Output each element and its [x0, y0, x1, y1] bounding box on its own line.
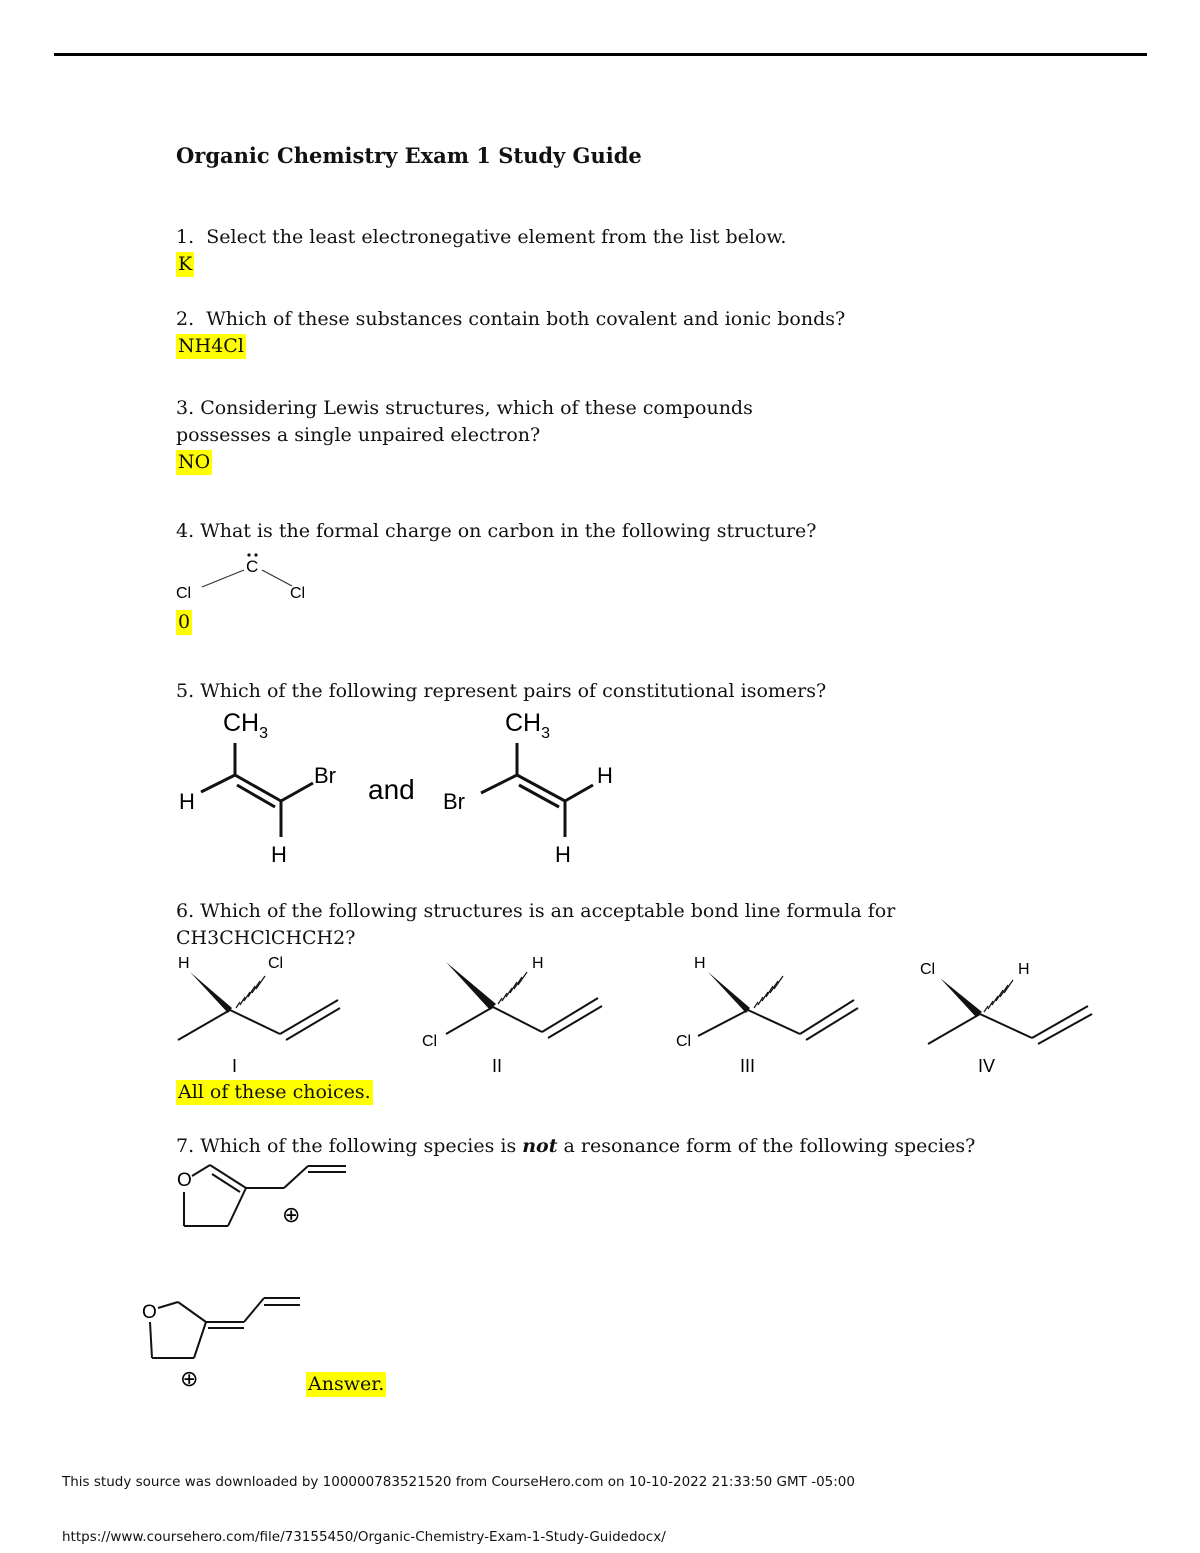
carbon-atom-label: C [246, 557, 259, 576]
methyl-label: $CH_3$ [505, 709, 551, 742]
question-text: Select the least electronegative element from the list below. [206, 226, 787, 248]
chlorine-left-label: Cl [176, 585, 192, 602]
page-title: Organic Chemistry Exam 1 Study Guide [176, 143, 642, 168]
lone-pair-dot [254, 553, 257, 556]
svg-text:H: H [1018, 961, 1030, 978]
bond-line [201, 775, 235, 792]
question-4 [176, 518, 816, 545]
hydrogen-label: H [597, 763, 613, 788]
answer-7: Answer. [308, 1373, 385, 1395]
answer-3: NO [178, 451, 211, 473]
source-url[interactable]: https://www.coursehero.com/file/73155450/Organic-Chemistry-Exam-1-Study-Guidedocx/ [62, 1529, 666, 1545]
question-number: 3. [176, 397, 195, 419]
question-number: 7. [176, 1135, 195, 1157]
lone-pair-dot [247, 553, 250, 556]
question-number: 6. [176, 900, 195, 922]
bromine-label: Br [314, 763, 336, 788]
bond-line-structures-figure [170, 950, 1100, 1080]
answer-6: All of these choices. [178, 1081, 371, 1103]
question-text-line1: Considering Lewis structures, which of these compounds [200, 397, 753, 419]
question-text-line1: Which of the following structures is an acceptable bond line formula for [200, 900, 896, 922]
isomer-pair-figure [175, 705, 635, 875]
svg-text:Cl: Cl [268, 955, 284, 972]
svg-text:II: II [492, 1056, 503, 1076]
and-label: and [368, 774, 415, 805]
svg-text:III: III [740, 1056, 756, 1076]
structure-I [178, 955, 340, 1076]
question-1 [176, 224, 786, 251]
svg-text:H: H [178, 955, 190, 972]
structure-IV [920, 961, 1092, 1076]
bond-line [262, 570, 292, 586]
svg-text:Cl: Cl [920, 961, 936, 978]
question-text: What is the formal charge on carbon in the following structure? [200, 520, 817, 542]
positive-charge-label: ⊕ [282, 1202, 301, 1227]
answer-species-structure [140, 1290, 320, 1400]
bond-line [481, 775, 517, 793]
question-text-post: a resonance form of the following species? [557, 1135, 976, 1157]
question-6 [176, 898, 895, 952]
svg-text:Cl: Cl [676, 1033, 692, 1050]
question-text-line2: possesses a single unpaired electron? [176, 424, 541, 446]
reference-species-structure [170, 1160, 370, 1240]
oxygen-label: O [177, 1170, 192, 1191]
emphasis-not: not [522, 1135, 558, 1157]
svg-text:I: I [232, 1056, 238, 1076]
question-text-pre: Which of the following species is [200, 1135, 523, 1157]
question-text: Which of these substances contain both covalent and ionic bonds? [206, 308, 846, 330]
dichlorocarbene-structure [170, 548, 330, 608]
question-5 [176, 678, 826, 705]
chlorine-right-label: Cl [290, 585, 306, 602]
bond-line [565, 785, 593, 801]
question-7 [176, 1133, 975, 1160]
bond-line [281, 783, 313, 801]
question-number: 5. [176, 680, 195, 702]
question-2 [176, 306, 845, 333]
hydrogen-label: H [271, 842, 287, 867]
question-text: Which of the following represent pairs of constitutional isomers? [200, 680, 827, 702]
positive-charge-label: ⊕ [180, 1366, 199, 1391]
svg-text:Cl: Cl [422, 1033, 438, 1050]
question-number: 1. [176, 226, 195, 248]
oxygen-label: O [142, 1302, 157, 1323]
question-number: 4. [176, 520, 195, 542]
answer-1: K [178, 253, 193, 275]
svg-text:H: H [532, 955, 544, 972]
bond-line [202, 570, 244, 587]
svg-text:H: H [694, 955, 706, 972]
svg-text:IV: IV [978, 1056, 996, 1076]
structure-II [422, 955, 602, 1076]
top-rule [54, 53, 1147, 56]
structure-III [676, 955, 858, 1076]
question-text-line2: CH3CHClCHCH2? [176, 927, 356, 949]
hydrogen-label: H [555, 842, 571, 867]
question-3 [176, 395, 753, 449]
methyl-label: $CH_3$ [223, 709, 269, 742]
answer-4: 0 [178, 611, 191, 633]
answer-2: NH4Cl [178, 335, 244, 357]
bromine-label: Br [443, 789, 465, 814]
hydrogen-label: H [179, 789, 195, 814]
question-number: 2. [176, 308, 195, 330]
download-notice: This study source was downloaded by 100000783521520 from CourseHero.com on 10-10-2022 21:33:50 GMT -05:00 [62, 1474, 855, 1490]
